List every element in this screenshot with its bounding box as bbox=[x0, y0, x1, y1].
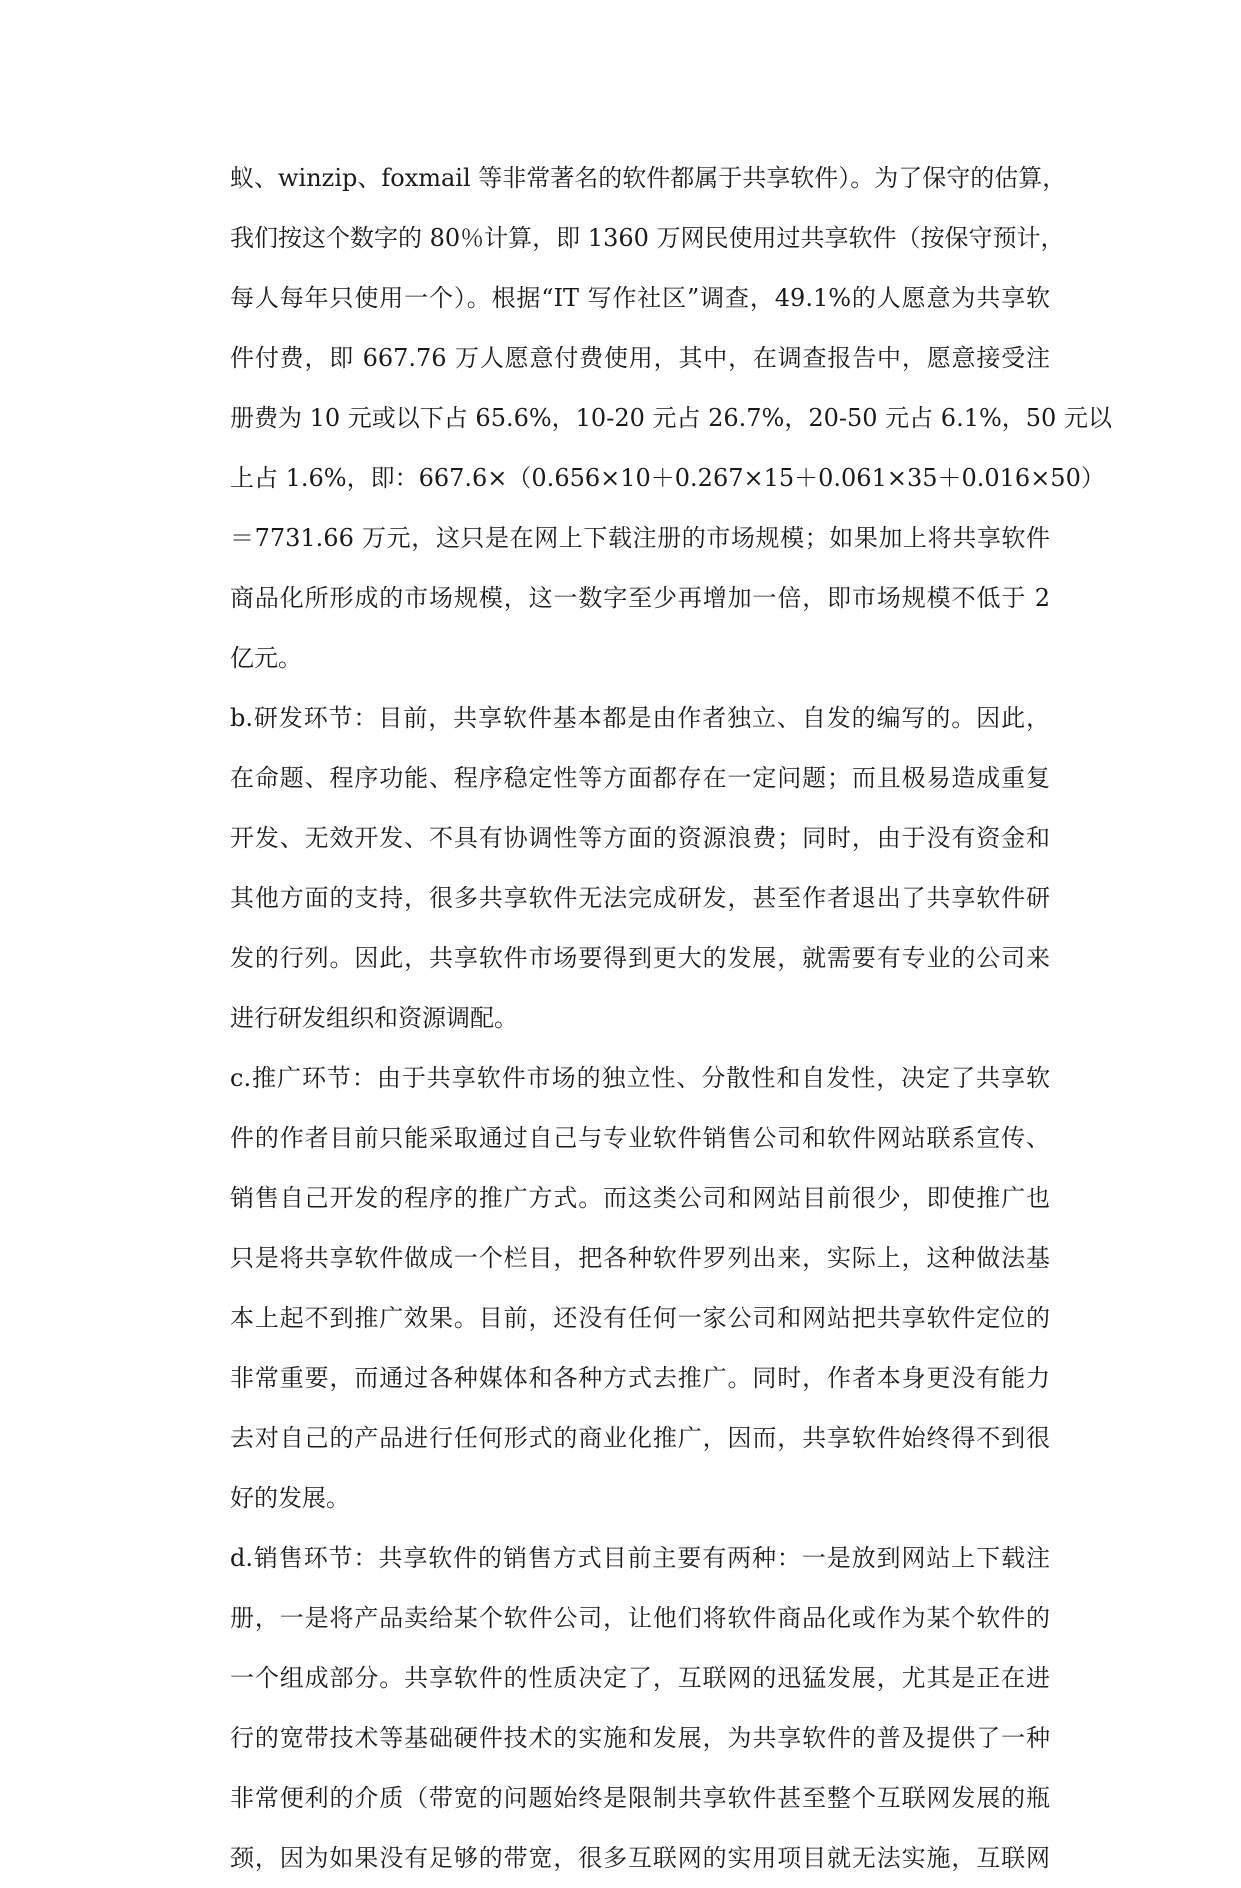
text-line: 非常便利的介质（带宽的问题始终是限制共享软件甚至整个互联网发展的瓶 bbox=[230, 1784, 1050, 1812]
text-line: 其他方面的支持，很多共享软件无法完成研发，甚至作者退出了共享软件研 bbox=[230, 884, 1050, 912]
text-line: 发的行列。因此，共享软件市场要得到更大的发展，就需要有专业的公司来 bbox=[230, 944, 1050, 972]
text-line: 只是将共享软件做成一个栏目，把各种软件罗列出来，实际上，这种做法基 bbox=[230, 1244, 1050, 1272]
paragraph-start-line: c.推广环节：由于共享软件市场的独立性、分散性和自发性，决定了共享软 bbox=[230, 1064, 1050, 1092]
text-line: 在命题、程序功能、程序稳定性等方面都存在一定问题；而且极易造成重复 bbox=[230, 764, 1050, 792]
paragraph-end-line: 亿元。 bbox=[230, 644, 302, 672]
text-line: 件付费，即 667.76 万人愿意付费使用，其中，在调查报告中，愿意接受注 bbox=[230, 344, 1050, 372]
text-line: 册，一是将产品卖给某个软件公司，让他们将软件商品化或作为某个软件的 bbox=[230, 1604, 1050, 1632]
paragraph-end-line: 进行研发组织和资源调配。 bbox=[230, 1004, 518, 1032]
text-line: 册费为 10 元或以下占 65.6%，10-20 元占 26.7%，20-50 元占 6.1%，50 元以 bbox=[230, 404, 1112, 432]
text-line: 行的宽带技术等基础硬件技术的实施和发展，为共享软件的普及提供了一种 bbox=[230, 1724, 1050, 1752]
paragraph-start-line: d.销售环节：共享软件的销售方式目前主要有两种：一是放到网站上下载注 bbox=[230, 1544, 1050, 1572]
text-line: 销售自己开发的程序的推广方式。而这类公司和网站目前很少，即使推广也 bbox=[230, 1184, 1050, 1212]
paragraph-start-line: b.研发环节：目前，共享软件基本都是由作者独立、自发的编写的。因此， bbox=[230, 704, 1050, 732]
paragraph-end-line: 好的发展。 bbox=[230, 1484, 350, 1512]
text-line: ＝7731.66 万元，这只是在网上下载注册的市场规模；如果加上将共享软件 bbox=[230, 524, 1050, 552]
text-line: 我们按这个数字的 80％计算，即 1360 万网民使用过共享软件（按保守预计， bbox=[230, 224, 1065, 252]
text-line: 非常重要，而通过各种媒体和各种方式去推广。同时，作者本身更没有能力 bbox=[230, 1364, 1050, 1392]
text-line: 颈，因为如果没有足够的带宽，很多互联网的实用项目就无法实施，互联网 bbox=[230, 1844, 1050, 1872]
text-line: 去对自己的产品进行任何形式的商业化推广，因而，共享软件始终得不到很 bbox=[230, 1424, 1050, 1452]
text-line: 商品化所形成的市场规模，这一数字至少再增加一倍，即市场规模不低于 2 bbox=[230, 584, 1050, 612]
body-text bbox=[230, 148, 1112, 1888]
text-line: 一个组成部分。共享软件的性质决定了，互联网的迅猛发展，尤其是正在进 bbox=[230, 1664, 1050, 1692]
text-line: 本上起不到推广效果。目前，还没有任何一家公司和网站把共享软件定位的 bbox=[230, 1304, 1050, 1332]
text-line: 每人每年只使用一个）。根据“IT 写作社区”调查，49.1%的人愿意为共享软 bbox=[230, 284, 1050, 312]
text-line: 开发、无效开发、不具有协调性等方面的资源浪费；同时，由于没有资金和 bbox=[230, 824, 1050, 852]
text-line: 蚁、winzip、foxmail 等非常著名的软件都属于共享软件）。为了保守的估算， bbox=[230, 164, 1067, 192]
text-line: 上占 1.6%，即：667.6×（0.656×10＋0.267×15＋0.061×35＋0.016×50） bbox=[230, 464, 1105, 492]
text-line: 件的作者目前只能采取通过自己与专业软件销售公司和软件网站联系宣传、 bbox=[230, 1124, 1050, 1152]
